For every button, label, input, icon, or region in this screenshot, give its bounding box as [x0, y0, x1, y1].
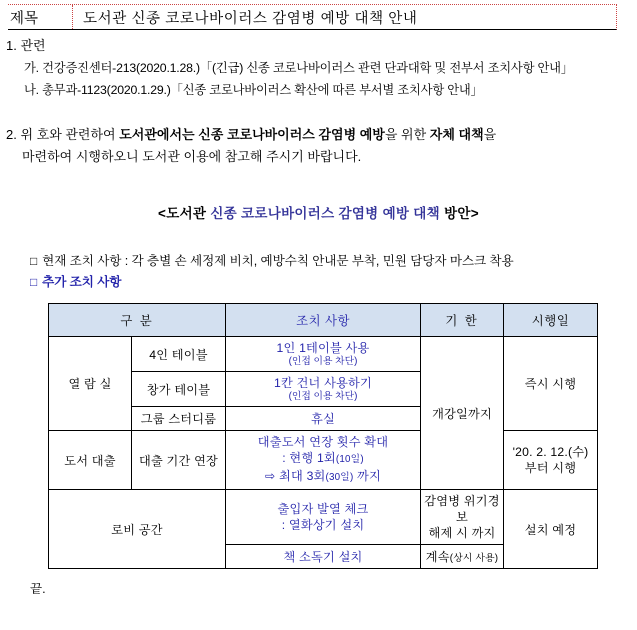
- action-line-3-tail: 까지: [353, 469, 381, 483]
- clause-2-bold-2: 신종 코로나바이러스 감염병 예방: [198, 127, 385, 142]
- page-title: 도서관 신종 코로나바이러스 감염병 예방 대책 안내: [83, 10, 418, 27]
- action-sub: (인접 이용 차단): [288, 356, 358, 367]
- clause-2-text-2: 을 위한: [384, 127, 427, 142]
- section-heading-highlight: 신종 코로나바이러스 감염병 예방 대책: [210, 206, 440, 221]
- start-line-1: '20. 2. 12.(수): [512, 445, 589, 459]
- table-header-category: 구 분: [49, 304, 226, 337]
- clause-2-text-3: 을: [483, 127, 497, 142]
- title-divider: [72, 5, 73, 29]
- cell-item-4p-table: 4인 테이블: [132, 337, 226, 372]
- cell-start-planned-install: 설치 예정: [504, 490, 598, 569]
- cell-group-reading-room: 열 람 실: [49, 337, 132, 431]
- cell-action-loan-extension: [226, 431, 421, 490]
- action-line-1: 출입자 발열 체크: [277, 502, 369, 516]
- cell-action-fever-check: [226, 490, 421, 545]
- cell-start-immediate: 즉시 시행: [504, 337, 598, 431]
- measures-table: [48, 303, 598, 569]
- document-title-bar: [8, 4, 617, 30]
- clause-2-bold-1: 도서관에서는: [119, 127, 195, 142]
- deadline-note: (상시 사용): [449, 553, 499, 564]
- cell-item-window-table: 창가 테이블: [132, 372, 226, 407]
- clause-2-text-1: 위 호와 관련하여: [20, 127, 116, 142]
- checkbox-line-current: [30, 250, 514, 269]
- action-line-2: : 열화상기 설치: [281, 518, 365, 532]
- table-row: [49, 337, 598, 372]
- cell-action-book-sterilizer: 책 소독기 설치: [226, 545, 421, 569]
- cell-deadline-semester-start: 개강일까지: [421, 337, 504, 490]
- cell-item-group-study-room: 그룹 스터디룸: [132, 407, 226, 431]
- cell-action-4p-table: [226, 337, 421, 372]
- cell-item-loan-extension: 대출 기간 연장: [132, 431, 226, 490]
- table-header-deadline: 기 한: [421, 304, 504, 337]
- cell-action-window-table: [226, 372, 421, 407]
- cell-deadline-continuous: [421, 545, 504, 569]
- deadline-line-1: 감염병 위기경보: [424, 494, 500, 524]
- action-line-1: 대출도서 연장 횟수 확대: [257, 435, 389, 449]
- checkbox-line-current-text: 현재 조치 사항 : 각 층별 손 세정제 비치, 예방수칙 안내문 부착, 민원 담당자 마스크 착용: [42, 254, 514, 268]
- title-label: 제목: [10, 10, 39, 27]
- checkbox-icon: □: [30, 275, 38, 289]
- action-line-3-text: ⇨ 최대 3회: [265, 469, 326, 483]
- clause-2: [6, 124, 621, 168]
- table-header-row: [49, 304, 598, 337]
- action-line-2-text: : 현행 1회: [282, 451, 336, 465]
- table-row: [49, 431, 598, 490]
- checkbox-line-additional: [30, 271, 121, 290]
- table-header-action: 조치 사항: [226, 304, 421, 337]
- action-line-3-note: (30일): [325, 472, 354, 483]
- clause-1-sub-a: 가. 건강증진센터-213(2020.1.28.)「(긴급) 신종 코로나바이러스 관련 단과대학 및 전부서 조치사항 안내」: [24, 61, 573, 75]
- action-line-2: [228, 450, 418, 468]
- action-line-2-note: (10일): [335, 454, 364, 465]
- checkbox-line-additional-text: 추가 조치 사항: [42, 275, 122, 289]
- deadline-main: 계속: [425, 550, 450, 564]
- action-main: 1칸 건너 사용하기: [274, 376, 372, 390]
- table-row: [49, 490, 598, 545]
- clause-1: 1. 관련: [6, 38, 46, 53]
- cell-start-feb12: [504, 431, 598, 490]
- section-heading-open: <도서관: [158, 206, 207, 221]
- cell-group-book-loan: 도서 대출: [49, 431, 132, 490]
- cell-group-lobby: 로비 공간: [49, 490, 226, 569]
- start-line-2: 부터 시행: [524, 461, 577, 475]
- clause-2-number: 2.: [6, 127, 17, 142]
- checkbox-icon: □: [30, 254, 38, 268]
- section-heading-close: 방안>: [444, 206, 479, 221]
- cell-action-group-study-room: 휴실: [226, 407, 421, 431]
- deadline-line-2: 해제 시 까지: [428, 526, 496, 540]
- cell-deadline-alert-release: [421, 490, 504, 545]
- action-main: 1인 1테이블 사용: [276, 341, 370, 355]
- action-line-3: [228, 468, 418, 486]
- action-sub: (인접 이용 차단): [288, 391, 358, 402]
- section-heading: [0, 202, 637, 222]
- clause-2-line-2: 마련하여 시행하오니 도서관 이용에 참고해 주시기 바랍니다.: [22, 149, 362, 164]
- clause-2-bold-3: 자체 대책: [429, 127, 484, 142]
- end-mark: 끝.: [30, 582, 46, 596]
- clause-1-sub-b: 나. 총무과-1123(2020.1.29.)「신종 코로나바이러스 확산에 따른 부서별 조치사항 안내」: [24, 83, 483, 97]
- table-header-startdate: 시행일: [504, 304, 598, 337]
